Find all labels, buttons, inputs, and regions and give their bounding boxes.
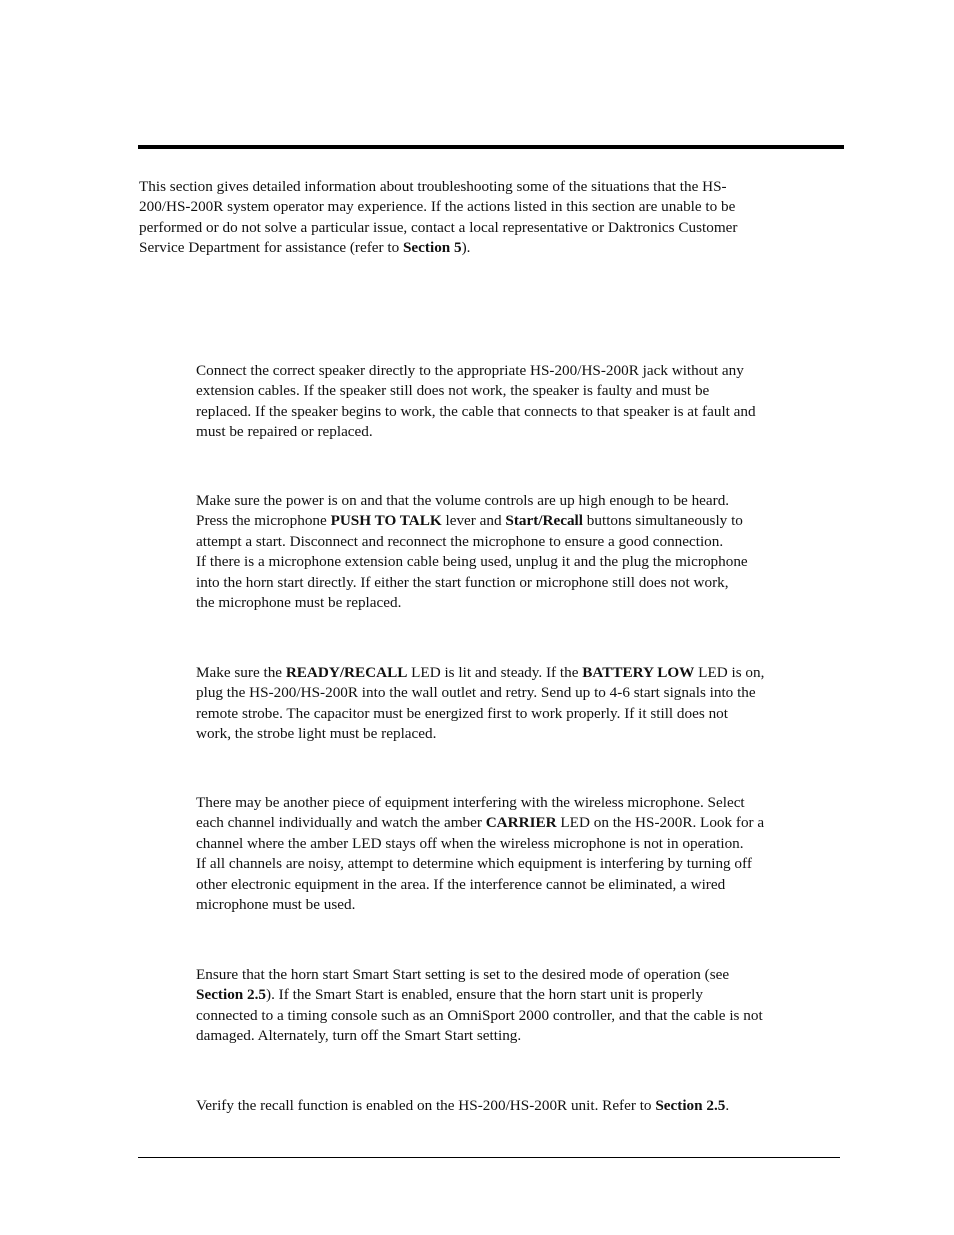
speaker-troubleshooting-paragraph: Connect the correct speaker directly to the appropriate HS-200/HS-200R jack without any extension cables. If the speaker still does not work, the speaker is faulty and must be replaced. If the speaker begins to work, the cable that connects to that speaker is at fault and must be repaired or replaced. — [196, 362, 756, 441]
ready-recall-label: READY/RECALL — [285, 664, 408, 681]
intro-paragraph: This section gives detailed information about troubleshooting some of the situations that the HS- 200/HS-200R system operator may experience. If the actions listed in this section are unable to be performed or do not solve a particular issue, contact a local representative or Daktronics Customer Service Department for assistance (refer to Section 5). — [139, 178, 738, 257]
battery-low-label: BATTERY LOW — [582, 664, 695, 681]
section-reference: Section 2.5 — [655, 1097, 726, 1114]
push-to-talk-label: PUSH TO TALK — [330, 512, 442, 530]
section-reference: Section 2.5 — [196, 986, 267, 1004]
recall-troubleshooting-paragraph: Verify the recall function is enabled on the HS-200/HS-200R unit. Refer to Section 2.5. — [196, 1097, 730, 1114]
smart-start-troubleshooting-paragraph: Ensure that the horn start Smart Start setting is set to the desired mode of operation (see Section 2.5). If the Smart Start is enabled, ensure that the horn start unit is properly connected to a timing console such as an OmniSport 2000 controller, and that the cable is not damaged. Alternately, turn off the Smart Start setting. — [196, 966, 763, 1045]
start-recall-label: Start/Recall — [505, 512, 583, 530]
footer-rule — [138, 1157, 840, 1158]
wireless-troubleshooting-paragraph: There may be another piece of equipment interfering with the wireless microphone. Select each channel individually and watch the amber CARRIER LED on the HS-200R. Look for a channel where the amber LED stays off when the wireless microphone is not in operation. If all channels are noisy, attempt to determine which equipment is interfering by turning off other electronic equipment in the area. If the interference cannot be eliminated, a wired microphone must be used. — [196, 794, 765, 914]
microphone-troubleshooting-paragraph: Make sure the power is on and that the volume controls are up high enough to be heard. Press the microphone PUSH TO TALK lever and Start/Recall buttons simultaneously to attempt a start. Disconnect and reconnect the microphone to ensure a good connection. If there is a microphone extension cable being used, unplug it and the plug the microphone into the horn start directly. If either the start function or microphone still does not work, the microphone must be replaced. — [196, 492, 748, 612]
carrier-label: CARRIER — [485, 814, 557, 832]
section-reference: Section 5 — [402, 239, 462, 257]
header-rule — [138, 145, 844, 149]
strobe-troubleshooting-paragraph: Make sure the READY/RECALL LED is lit and steady. If the BATTERY LOW LED is on, plug the HS-200/HS-200R into the wall outlet and retry. Send up to 4-6 start signals into the remote strobe. The capacitor must be energized first to work properly. If it still does not work, the strobe light must be replaced. — [196, 664, 765, 743]
